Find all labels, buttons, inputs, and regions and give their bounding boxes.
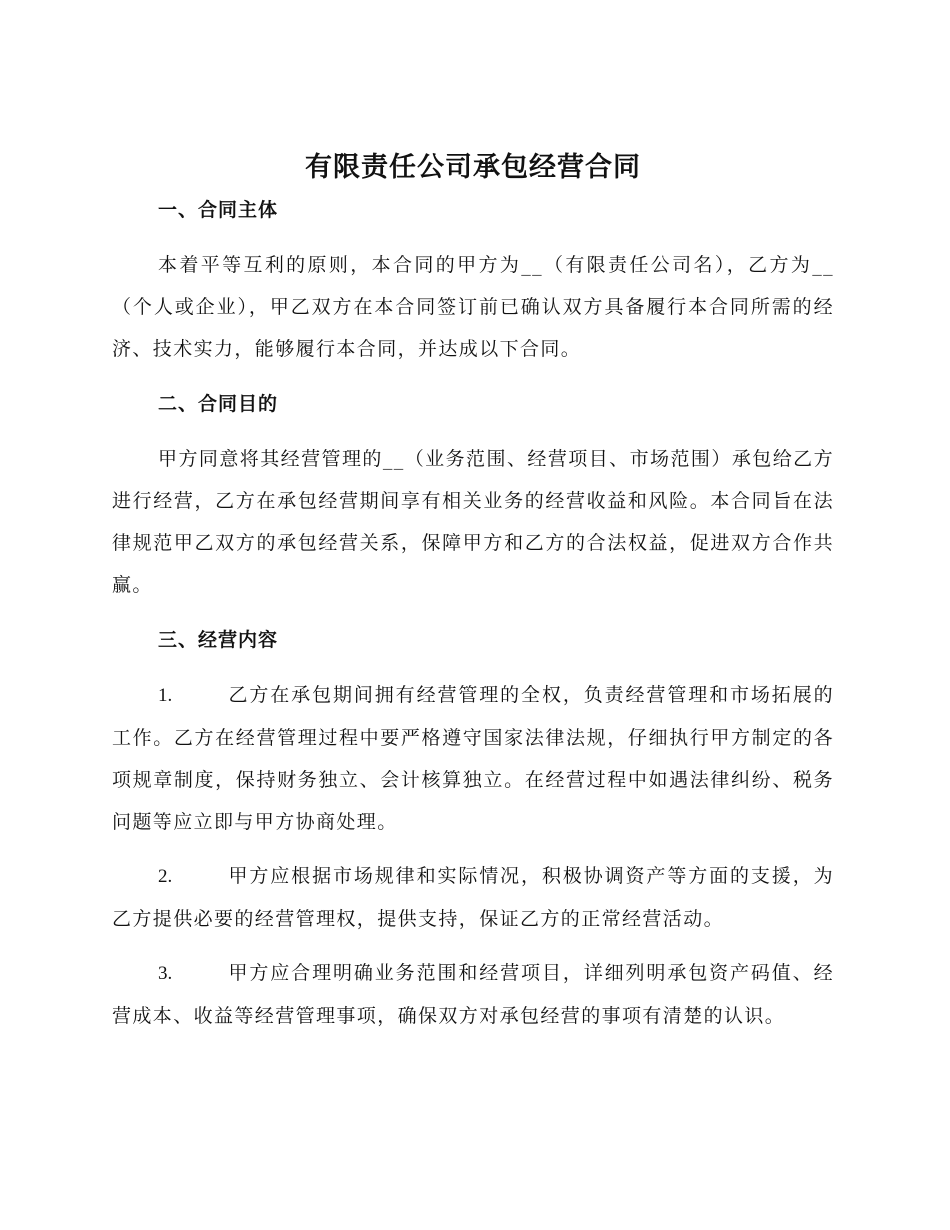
- document-title: 有限责任公司承包经营合同: [305, 152, 641, 183]
- section-paragraph: 本着平等互利的原则，本合同的甲方为__（有限责任公司名），乙方为__（个人或企业），甲乙双方在本合同签订前已确认双方具备履行本合同所需的经济、技术实力，能够履行本合同，并达成以下合同。: [112, 254, 834, 360]
- section-paragraph: 甲方同意将其经营管理的__（业务范围、经营项目、市场范围）承包给乙方进行经营，乙方在承包经营期间享有相关业务的经营收益和风险。本合同旨在法律规范甲乙双方的承包经营关系，保障甲方和乙方的合法权益，促进双方合作共赢。: [112, 448, 834, 596]
- spacer: [112, 224, 834, 244]
- list-item: [112, 674, 834, 843]
- spacer: [112, 654, 834, 674]
- list-item-text: 乙方在承包期间拥有经营管理的全权，负责经营管理和市场拓展的工作。乙方在经营管理过程中要严格遵守国家法律法规，仔细执行甲方制定的各项规章制度，保持财务独立、会计核算独立。在经营过程中如遇法律纠纷、税务问题等应立即与甲方协商处理。: [112, 684, 834, 833]
- section-heading: 三、经营内容: [158, 629, 279, 651]
- list-item-number: 2.: [158, 866, 173, 887]
- section-contract-purpose: [112, 390, 834, 606]
- section-business-content: [112, 626, 834, 1037]
- list-item: [112, 952, 834, 1037]
- list-item-number: 3.: [158, 963, 173, 984]
- list-item-text: 甲方应合理明确业务范围和经营项目，详细列明承包资产码值、经营成本、收益等经营管理事项，确保双方对承包经营的事项有清楚的认识。: [112, 962, 834, 1027]
- section-heading: 二、合同目的: [158, 393, 279, 415]
- spacer: [112, 418, 834, 438]
- list-item-text: 甲方应根据市场规律和实际情况，积极协调资产等方面的支援，为乙方提供必要的经营管理权，提供支持，保证乙方的正常经营活动。: [112, 865, 834, 930]
- section-contract-parties: [112, 196, 834, 370]
- section-heading: 一、合同主体: [158, 199, 279, 221]
- list-item-number: 1.: [158, 685, 173, 706]
- document-page: [112, 150, 834, 1057]
- list-item: [112, 855, 834, 940]
